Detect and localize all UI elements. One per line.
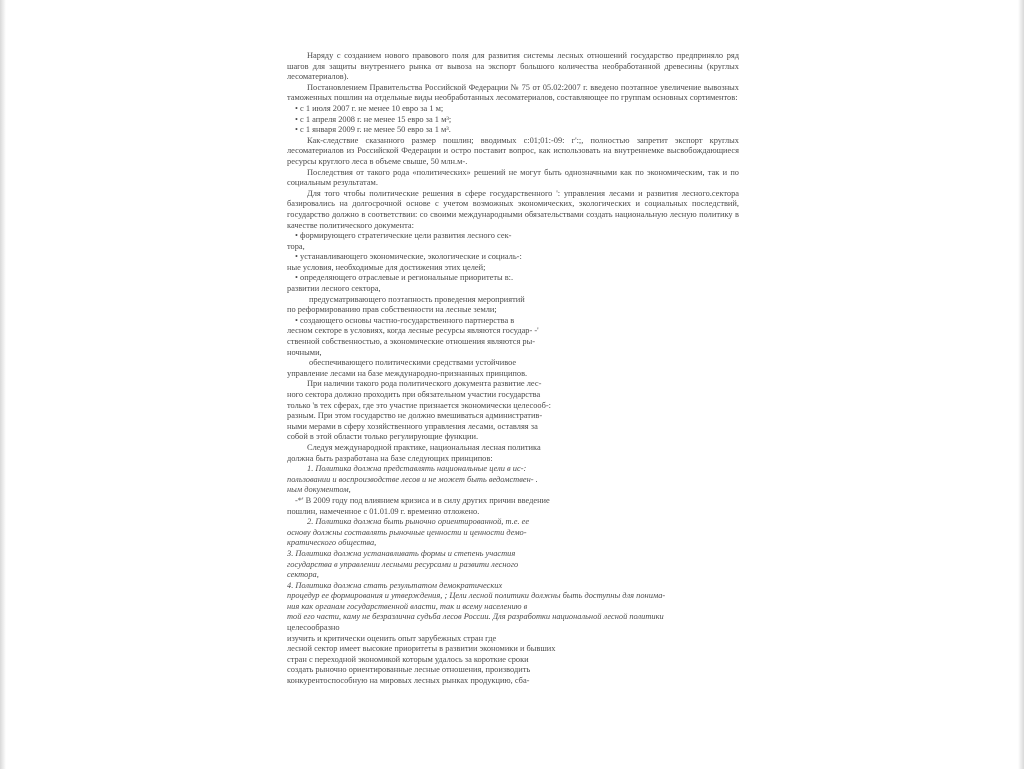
footnote: -*' В 2009 году под влиянием кризиса и в силу других причин введение [295, 495, 550, 505]
text-line: конкурентоспособную на мировых лесных рынках продукцию, сба- [287, 676, 530, 686]
text-line: обеспечивающего политическими средствами устойчивое [309, 358, 517, 368]
bullet-item: • с 1 апреля 2008 г. не менее 15 евро за 1 м³; [295, 114, 452, 124]
text-line: должна быть разработана на базе следующих принципов: [287, 453, 493, 463]
principle-item: 4. Политика должна стать результатом демократических [287, 580, 503, 590]
text-line: предусматривающего поэтапность проведения мероприятий [309, 294, 525, 304]
bullet-item: • с 1 января 2009 г. не менее 50 евро за 1 м³. [295, 125, 451, 135]
bullet-item: • с 1 июля 2007 г. не менее 10 евро за 1 м; [295, 103, 444, 113]
text-line: только 'в тех сферах, где это участие признается экономически целесооб-: [287, 400, 551, 410]
footnote: пошлин, намеченное с 01.01.09 г. временно отложено. [287, 506, 480, 516]
right-edge-shadow [1018, 0, 1024, 769]
text-line: ния как органам государственной власти, так и всему населению в [287, 601, 528, 611]
text-line: ночными, [287, 347, 322, 357]
text-line: ного сектора должно проходить при обязательном участии государства [287, 390, 541, 399]
text-line: развитии лесного сектора, [287, 284, 381, 294]
text-line: той его части, каму не безразлична судьба лесов России. Для разработки национальной лесной политики [287, 612, 664, 622]
text-line: процедур ее формирования и утверждения, ; Цели лесной политики должны быть доступны для понима- [287, 591, 666, 601]
text-line: по реформированию прав собственности на лесные земли; [287, 305, 497, 315]
text-line: управление лесами на базе международно-признанных принципов. [287, 368, 528, 378]
text-line: Следуя международной практике, национальная лесная политика [307, 442, 541, 452]
scanned-document-page [287, 51, 739, 719]
text-line: ным документом, [287, 485, 351, 495]
bullet-item: • определяющего отраслевые и региональные приоритеты в:. [295, 273, 514, 283]
text-line: сектора, [287, 570, 319, 580]
paragraph: Последствия от такого рода «политических» решений не могут быть однозначными как по экономическим, так и по социальным результатам. [287, 167, 739, 188]
paragraph: Как-следствие сказанного размер пошлин; вводимых с:01;01:-09: г':;, полностью запретит экспорт круглых лесоматериалов из Российской Федерации и остро поставит вопрос, как использовать на внутреннемке высвобождающиеся ресурсы круглого леса в объеме свыше, 50 млн.м-. [287, 135, 739, 166]
principle-item: 2. Политика должна быть рыночно ориентированной, т.е. ее [307, 517, 530, 527]
text-line: государства в управлении лесными ресурсами и развити лесного [287, 559, 519, 569]
bullet-item: • создающего основы частно-государственного партнерства в [295, 315, 515, 325]
text-line: разным. При этом государство не должно вмешиваться административ- [287, 411, 543, 421]
principle-item: 1. Политика должна представлять национальные цели в ис-: [307, 464, 527, 474]
text-line: тора, [287, 241, 305, 251]
text-line: пользовании и воспроизводстве лесов и не может быть ведомствен- . [287, 474, 538, 484]
text-line: стран с переходной экономикой которым удалось за короткие сроки [287, 654, 529, 664]
text-line: изучить и критически оценить опыт зарубежных стран где [287, 633, 497, 643]
bullet-item: • формирующего стратегические цели развития лесного сек- [295, 231, 512, 241]
paragraph: Наряду с созданием нового правового поля для развития системы лесных отношений государство предпринялo ряд шагов для защиты внутреннего рынка от вывоза на экспорт большого количества необработанной древесины (круглых лесоматериалов). [287, 51, 739, 82]
left-edge-shadow [0, 0, 6, 769]
text-line: При наличии такого рода политического документа развитие лес- [307, 379, 542, 389]
text-line: ственной собственностью, а экономические отношения являются ры- [287, 337, 536, 347]
principle-item: 3. Политика должна устанавливать формы и степень участия [287, 548, 516, 558]
text-line: основу должны составлять рыночные ценности и ценности демо- [287, 527, 527, 537]
text-line: собой в этой области только регулирующие функции. [287, 432, 479, 442]
paragraph: Постановлением Правительства Российской Федерации № 75 от 05.02:2007 г. введено поэтапное увеличение вывозных таможенных пошлин на отдельные виды необработанных лесоматериалов, составляющее по группам основных сортиментов: [287, 82, 739, 103]
text-line: ные условия, необходимые для достижения этих целей; [287, 262, 486, 272]
text-line: ными мерами в сферу хозяйственного управления лесами, оставляя за [287, 421, 538, 431]
text-line: создать рыночно ориентированные лесные отношения, производить [287, 665, 531, 675]
text-line: кратического общества, [287, 538, 377, 548]
paragraph: Для того чтобы политические решения в сфере государственного ': управления лесами и развития лесного.сектора базировались на долгосрочной основе с учетом возможных экономических, экологических и социальных последствий, государство должно в соответствии: со своими международными обязательствами создать национальную лесную политику в качестве политического документа: [287, 188, 739, 230]
text-line: лесной сектор имеет высокие приоритеты в развитии экономики и бывших [287, 644, 556, 654]
bullet-item: • устанавливающего экономические, экологические и социаль-: [295, 252, 522, 262]
text-line: лесном секторе в условиях, когда лесные ресурсы являются государ- -' [287, 326, 539, 336]
text-line: целесообразно [287, 623, 340, 633]
